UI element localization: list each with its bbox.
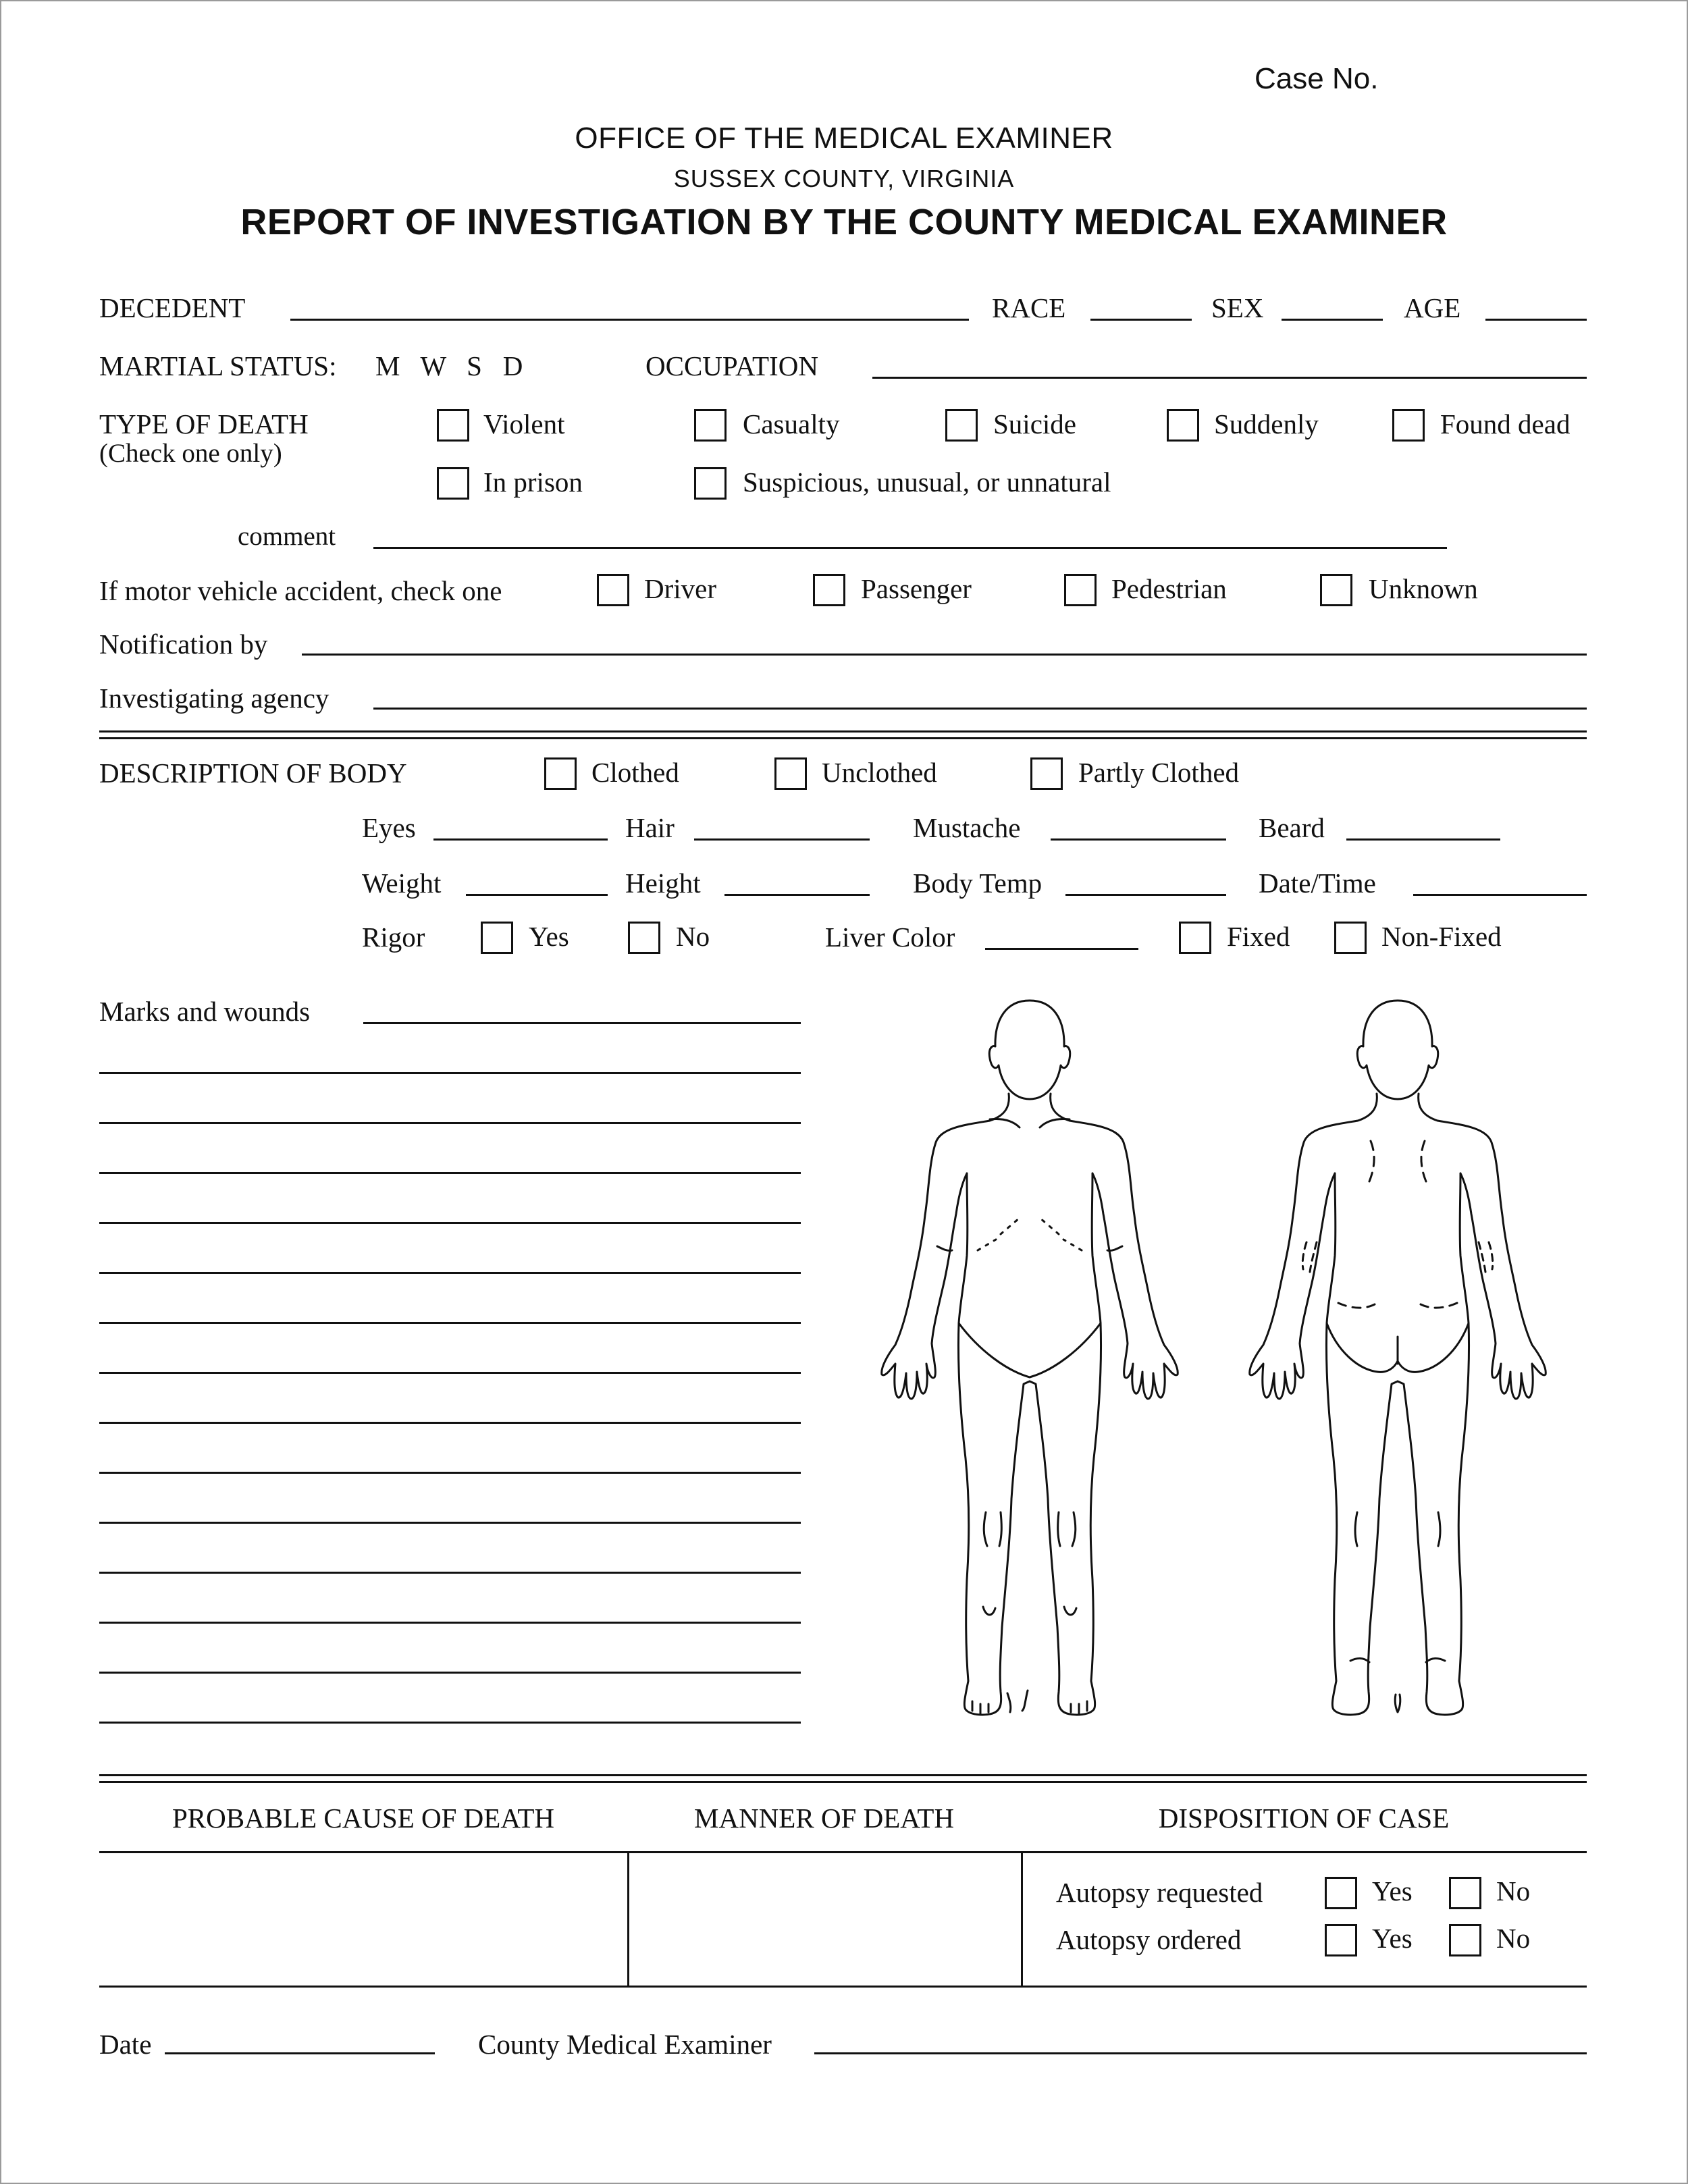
marks-line[interactable] — [99, 1372, 801, 1374]
notification-label: Notification by — [99, 629, 268, 660]
marital-label: MARTIAL STATUS: — [99, 350, 337, 381]
in-prison-label: In prison — [483, 467, 583, 498]
marks-line[interactable] — [99, 1322, 801, 1324]
sex-field[interactable] — [1282, 319, 1383, 321]
rigor-label: Rigor — [362, 922, 425, 953]
fixed-checkbox[interactable] — [1179, 922, 1211, 954]
examiner-label: County Medical Examiner — [478, 2029, 772, 2060]
unclothed-label: Unclothed — [822, 757, 937, 788]
motor-vehicle-label: If motor vehicle accident, check one — [99, 575, 502, 606]
table-divider — [1021, 1851, 1023, 1986]
age-field[interactable] — [1485, 319, 1587, 321]
pedestrian-checkbox[interactable] — [1064, 574, 1097, 606]
driver-label: Driver — [644, 573, 717, 604]
liver-color-field[interactable] — [985, 948, 1138, 950]
marks-line[interactable] — [99, 1472, 801, 1474]
casualty-checkbox[interactable] — [694, 409, 727, 442]
weight-field[interactable] — [466, 894, 608, 896]
beard-field[interactable] — [1346, 838, 1500, 841]
mustache-field[interactable] — [1051, 838, 1226, 841]
manner-header: MANNER OF DEATH — [694, 1803, 954, 1834]
driver-checkbox[interactable] — [597, 574, 629, 606]
bottom-divider-2 — [99, 1781, 1587, 1783]
clothed-label: Clothed — [591, 757, 679, 788]
occupation-field[interactable] — [872, 377, 1587, 379]
passenger-checkbox[interactable] — [813, 574, 845, 606]
hair-label: Hair — [625, 812, 675, 843]
marks-line[interactable] — [99, 1572, 801, 1574]
date-time-label: Date/Time — [1259, 868, 1376, 899]
marks-line[interactable] — [99, 1672, 801, 1674]
disposition-header: DISPOSITION OF CASE — [1158, 1803, 1450, 1834]
suddenly-checkbox[interactable] — [1167, 409, 1199, 442]
marks-line[interactable] — [99, 1072, 801, 1074]
marks-line[interactable] — [99, 1122, 801, 1124]
section-divider — [99, 730, 1587, 733]
autopsy-requested-yes-checkbox[interactable] — [1325, 1877, 1357, 1909]
unknown-checkbox[interactable] — [1320, 574, 1352, 606]
violent-checkbox[interactable] — [437, 409, 469, 442]
bottom-divider — [99, 1774, 1587, 1776]
partly-clothed-checkbox[interactable] — [1030, 757, 1063, 790]
marks-line[interactable] — [99, 1522, 801, 1524]
comment-field[interactable] — [373, 547, 1447, 549]
table-top-rule — [99, 1851, 1587, 1853]
found-dead-label: Found dead — [1440, 408, 1571, 440]
suddenly-label: Suddenly — [1214, 408, 1319, 440]
comment-label: comment — [238, 522, 336, 551]
table-bottom-rule — [99, 1986, 1587, 1988]
body-diagram[interactable] — [858, 986, 1573, 1742]
casualty-label: Casualty — [743, 408, 840, 440]
autopsy-ordered-yes-checkbox[interactable] — [1325, 1924, 1357, 1956]
marks-line[interactable] — [99, 1622, 801, 1624]
hair-field[interactable] — [694, 838, 870, 841]
rigor-yes-checkbox[interactable] — [481, 922, 513, 954]
beard-label: Beard — [1259, 812, 1325, 843]
date-label: Date — [99, 2029, 152, 2060]
occupation-label: OCCUPATION — [645, 350, 818, 381]
marks-line[interactable] — [99, 1722, 801, 1724]
body-temp-field[interactable] — [1065, 894, 1226, 896]
autopsy-requested-no-checkbox[interactable] — [1449, 1877, 1481, 1909]
manner-field[interactable] — [630, 1854, 1019, 1983]
autopsy-requested-label: Autopsy requested — [1056, 1877, 1263, 1908]
marks-line[interactable] — [99, 1422, 801, 1424]
height-label: Height — [625, 868, 701, 899]
agency-label: Investigating agency — [99, 683, 329, 714]
suicide-checkbox[interactable] — [945, 409, 978, 442]
decedent-label: DECEDENT — [99, 292, 246, 323]
suicide-label: Suicide — [993, 408, 1076, 440]
in-prison-checkbox[interactable] — [437, 467, 469, 500]
table-divider — [627, 1851, 629, 1986]
clothed-checkbox[interactable] — [544, 757, 577, 790]
suspicious-label: Suspicious, unusual, or unnatural — [743, 467, 1111, 498]
report-title: REPORT OF INVESTIGATION BY THE COUNTY MEDICAL EXAMINER — [240, 202, 1448, 242]
marital-options[interactable]: M W S D — [375, 350, 523, 381]
autopsy-ordered-no-checkbox[interactable] — [1449, 1924, 1481, 1956]
office-title: OFFICE OF THE MEDICAL EXAMINER — [575, 122, 1113, 155]
date-field[interactable] — [165, 2052, 435, 2054]
examiner-signature-field[interactable] — [814, 2052, 1587, 2054]
fixed-label: Fixed — [1227, 921, 1290, 952]
race-field[interactable] — [1090, 319, 1192, 321]
probable-cause-field[interactable] — [101, 1854, 625, 1983]
autopsy-requested-no-label: No — [1496, 1875, 1531, 1907]
marks-line[interactable] — [99, 1172, 801, 1174]
autopsy-ordered-yes-label: Yes — [1372, 1923, 1413, 1954]
age-label: AGE — [1404, 292, 1461, 323]
rigor-yes-label: Yes — [529, 921, 569, 952]
section-divider-2 — [99, 737, 1587, 739]
decedent-field[interactable] — [290, 319, 969, 321]
partly-clothed-label: Partly Clothed — [1078, 757, 1240, 788]
eyes-field[interactable] — [433, 838, 608, 841]
mustache-label: Mustache — [913, 812, 1021, 843]
autopsy-requested-yes-label: Yes — [1372, 1875, 1413, 1907]
probable-cause-header: PROBABLE CAUSE OF DEATH — [172, 1803, 555, 1834]
race-label: RACE — [992, 292, 1066, 323]
unknown-label: Unknown — [1369, 573, 1478, 604]
agency-field[interactable] — [373, 708, 1587, 710]
weight-label: Weight — [362, 868, 442, 899]
marks-wounds-label: Marks and wounds — [99, 996, 311, 1027]
eyes-label: Eyes — [362, 812, 416, 843]
autopsy-ordered-no-label: No — [1496, 1923, 1531, 1954]
passenger-label: Passenger — [861, 573, 972, 604]
autopsy-ordered-label: Autopsy ordered — [1056, 1924, 1242, 1955]
violent-label: Violent — [483, 408, 565, 440]
marks-line[interactable] — [363, 1022, 801, 1024]
non-fixed-checkbox[interactable] — [1334, 922, 1367, 954]
notification-field[interactable] — [302, 654, 1587, 656]
description-label: DESCRIPTION OF BODY — [99, 757, 407, 789]
county-title: SUSSEX COUNTY, VIRGINIA — [673, 165, 1015, 192]
check-one-note: (Check one only) — [99, 439, 282, 468]
rigor-no-label: No — [676, 921, 710, 952]
sex-label: SEX — [1211, 292, 1264, 323]
suspicious-checkbox[interactable] — [694, 467, 727, 500]
body-temp-label: Body Temp — [913, 868, 1043, 899]
unclothed-checkbox[interactable] — [774, 757, 807, 790]
non-fixed-label: Non-Fixed — [1381, 921, 1502, 952]
marks-line[interactable] — [99, 1222, 801, 1224]
found-dead-checkbox[interactable] — [1392, 409, 1425, 442]
rigor-no-checkbox[interactable] — [628, 922, 660, 954]
front-body-figure[interactable] — [882, 1001, 1178, 1715]
type-of-death-label: TYPE OF DEATH — [99, 408, 309, 440]
back-body-figure[interactable] — [1250, 1001, 1546, 1715]
pedestrian-label: Pedestrian — [1111, 573, 1227, 604]
liver-color-label: Liver Color — [825, 922, 955, 953]
date-time-field[interactable] — [1413, 894, 1587, 896]
case-no-label: Case No. — [1255, 62, 1379, 95]
height-field[interactable] — [724, 894, 870, 896]
marks-line[interactable] — [99, 1272, 801, 1274]
